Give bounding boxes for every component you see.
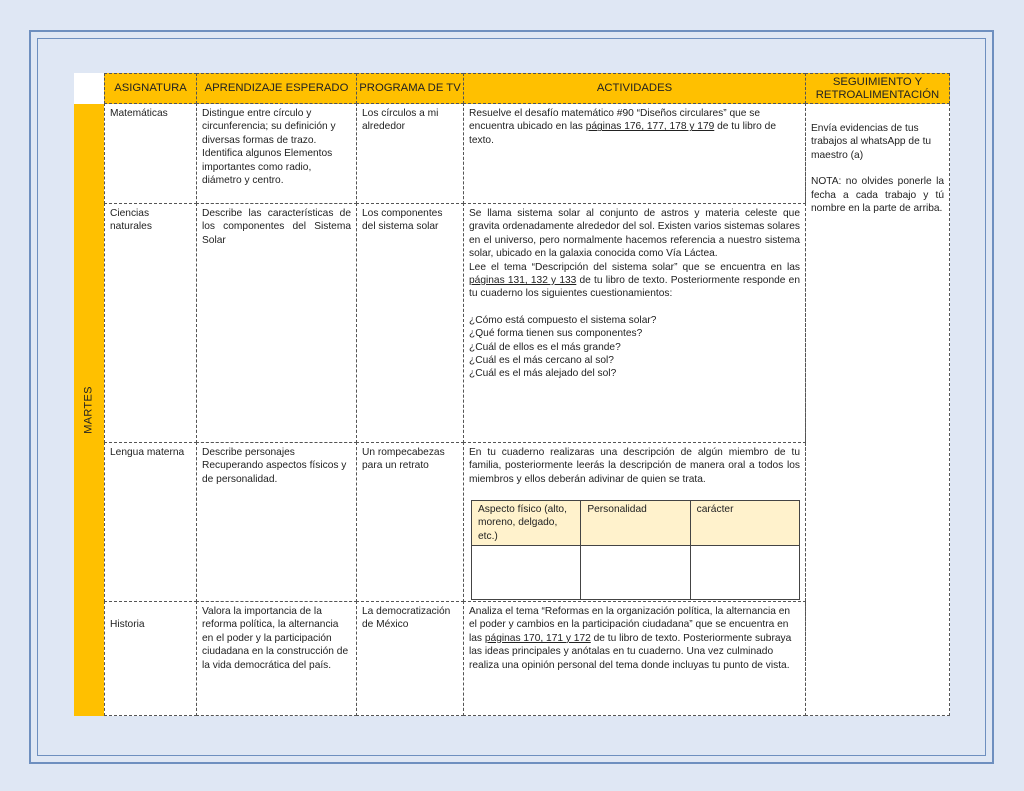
row-lengua-aprendizaje: Describe personajes Recuperando aspectos físicos y de personalidad. (196, 442, 357, 602)
table-empty-cell (581, 546, 690, 600)
table-header-caracter: carácter (690, 501, 799, 546)
day-label-cell (74, 104, 104, 716)
question: ¿Cómo está compuesto el sistema solar? (469, 314, 657, 326)
actividad-text: En tu cuaderno realizaras una descripción de algún miembro de tu familia, posteriormente leerás la descripción de manera oral a todos los miembros y ellos deberán adivinar de quien se trata. (469, 447, 800, 485)
row-historia-aprendizaje: Valora la importancia de la reforma política, la alternancia en el poder y la participación ciudadana en la construcción de la vida democrática del país. (196, 601, 357, 716)
actividad-intro: Se llama sistema solar al conjunto de astros y materia celeste que gravita ordenadamente alrededor del sol. Existen varios sistemas solares en el universo, pero normalmente hacemos referencia a nuestro sistema solar, ubicado en la galaxia conocida como Vía Láctea. (469, 208, 800, 260)
row-historia-programa: La democratización de México (356, 601, 464, 716)
seguimiento-cell (805, 103, 950, 716)
day-label: MARTES (82, 386, 95, 434)
question: ¿Cuál es el más cercano al sol? (469, 355, 614, 367)
row-lengua-programa: Un rompecabezas para un retrato (356, 442, 464, 602)
seguimiento-text-1: Envía evidencias de tus trabajos al whatsApp de tu maestro (a) (811, 123, 932, 161)
question: ¿Qué forma tienen sus componentes? (469, 328, 643, 340)
header-aprendizaje: APRENDIZAJE ESPERADO (196, 73, 357, 104)
table-header-personalidad: Personalidad (581, 501, 690, 546)
row-ciencias-aprendizaje: Describe las características de los componentes del Sistema Solar (196, 203, 357, 443)
row-matematicas-aprendizaje: Distingue entre círculo y circunferencia; su definición y diversas formas de trazo. Identifica algunos Elementos importantes como radio, diámetro y centro. (196, 103, 357, 204)
actividad-text: de tu libro de texto. Posteriormente subraya las ideas principales y anótalas en tu cuaderno. Una vez culminado realiza una opinión personal del tema donde incluyas tu punto de vista. (469, 632, 792, 671)
question: ¿Cuál es el más alejado del sol? (469, 368, 617, 380)
row-matematicas-programa: Los círculos a mi alrededor (356, 103, 464, 204)
actividad-text: Analiza el tema “Reformas en la organización política, la alternancia en el poder y cambios en la participación ciudadana” que se encuentra en las (469, 606, 791, 644)
header-asignatura: ASIGNATURA (104, 73, 197, 104)
table-header-aspecto: Aspecto físico (alto, moreno, delgado, etc.) (472, 501, 581, 546)
seguimiento-nota: NOTA: no olvides ponerle la fecha a cada trabajo y tú nombre en la parte de arriba. (811, 176, 944, 215)
row-historia-asignatura: Historia (104, 601, 197, 716)
table-empty-cell (690, 546, 799, 600)
book-pages-link: páginas 170, 171 y 172 (484, 632, 591, 644)
row-historia-actividades (463, 601, 806, 716)
actividad-text: de tu libro de texto. Posteriormente responde en tu cuaderno los siguientes cuestionamientos: (469, 275, 800, 300)
table-empty-cell (472, 546, 581, 600)
actividad-text: Lee el tema “Descripción del sistema solar” que se encuentra en las (469, 261, 800, 273)
actividad-text: Resuelve el desafío matemático #90 “Diseños circulares” que se encuentra ubicado en las (469, 108, 761, 133)
actividad-text: de tu libro de texto. (469, 121, 777, 146)
book-pages-link: páginas 176, 177, 178 y 179 (585, 121, 715, 133)
row-ciencias-asignatura: Ciencias naturales (104, 203, 197, 443)
row-matematicas-asignatura: Matemáticas (104, 103, 197, 204)
description-table (471, 500, 800, 600)
header-actividades: ACTIVIDADES (463, 73, 806, 104)
header-seguimiento: SEGUIMIENTO Y RETROALIMENTACIÓN (805, 73, 950, 104)
row-ciencias-actividades (463, 203, 806, 443)
row-lengua-asignatura: Lengua materna (104, 442, 197, 602)
row-ciencias-programa: Los componentes del sistema solar (356, 203, 464, 443)
row-matematicas-actividades (463, 103, 806, 204)
book-pages-link: páginas 131, 132 y 133 (469, 275, 577, 287)
question: ¿Cuál de ellos es el más grande? (469, 341, 621, 353)
header-programa-tv: PROGRAMA DE TV (356, 73, 464, 104)
